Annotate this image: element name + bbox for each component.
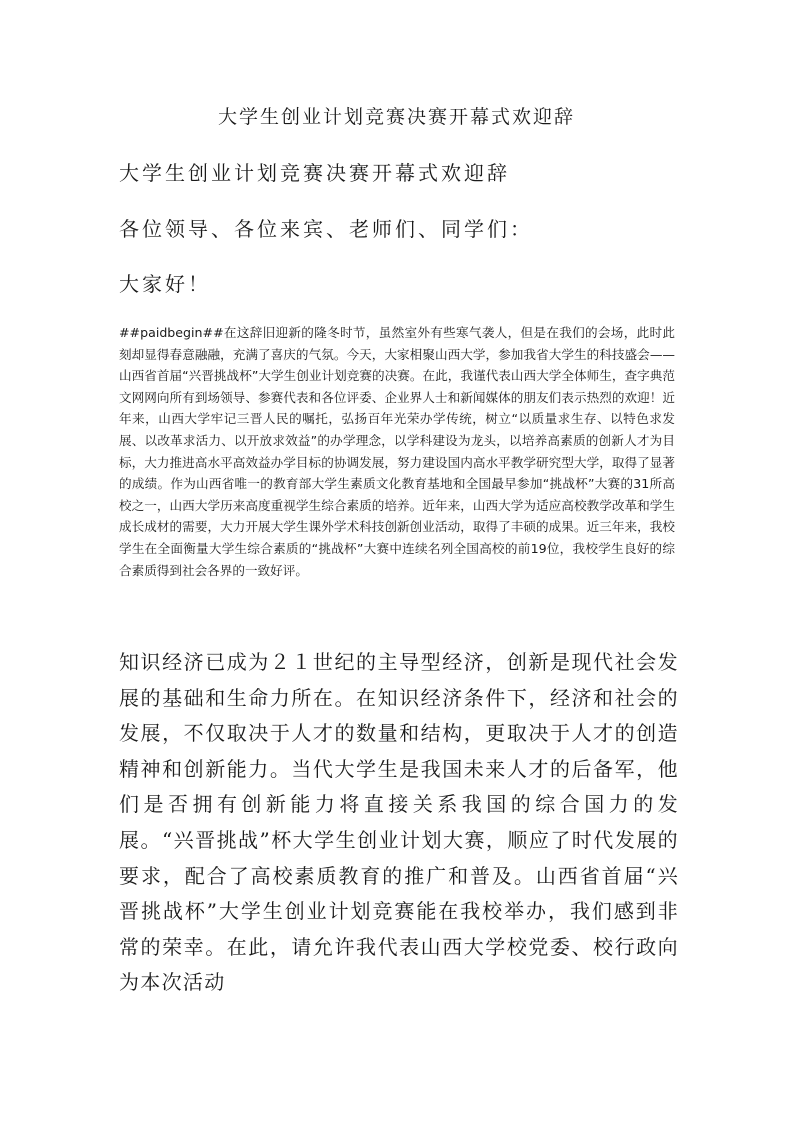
body-paragraph-1: ##paidbegin##在这辞旧迎新的隆冬时节，虽然室外有些寒气袭人，但是在我们的会场，此时此刻却显得春意融融，充满了喜庆的气氛。今天，大家相聚山西大学，参加我省大学生的科技盛会——山西省首届“兴晋挑战杯”大学生创业计划竞赛的决赛。在此，我谨代表山西大学全体师生，查字典范文网网向所有到场领导、参赛代表和各位评委、企业界人士和新闻媒体的朋友们表示热烈的欢迎！近年来，山西大学牢记三晋人民的嘱托，弘扬百年光荣办学传统，树立“以质量求生存、以特色求发展、以改革求活力、以开放求效益”的办学理念，以学科建设为龙头，以培养高素质的创新人才为目标，大力推进高水平高效益办学目标的协调发展，努力建设国内高水平教学研究型大学，取得了显著的成绩。作为山西省唯一的教育部大学生素质文化教育基地和全国最早参加“挑战杯”大赛的31所高校之一，山西大学历来高度重视学生综合素质的培养。近年来，山西大学为适应高校教学改革和学生成长成材的需要，大力开展大学生课外学术科技创新创业活动，取得了丰硕的成果。近三年来，我校学生在全面衡量大学生综合素质的“挑战杯”大赛中连续名列全国高校的前19位，我校学生良好的综合素质得到社会各界的一致好评。 <box>119 325 675 578</box>
greeting: 大家好！ <box>119 272 211 296</box>
document-title: 大学生创业计划竞赛决赛开幕式欢迎辞 <box>217 106 575 128</box>
body-paragraph-2: 知识经济已成为２１世纪的主导型经济，创新是现代社会发展的基础和生命力所在。在知识经济条件下，经济和社会的发展，不仅取决于人才的数量和结构，更取决于人才的创造精神和创新能力。当代大学生是我国未来人才的后备军，他们是否拥有创新能力将直接关系我国的综合国力的发展。“兴晋挑战”杯大学生创业计划大赛，顺应了时代发展的要求，配合了高校素质教育的推广和普及。山西省首届“兴晋挑战杯”大学生创业计划竞赛能在我校举办，我们感到非常的荣幸。在此，请允许我代表山西大学校党委、校行政向为本次活动 <box>119 650 679 995</box>
salutation: 各位领导、各位来宾、老师们、同学们： <box>119 217 533 241</box>
document-subtitle: 大学生创业计划竞赛决赛开幕式欢迎辞 <box>119 161 510 185</box>
